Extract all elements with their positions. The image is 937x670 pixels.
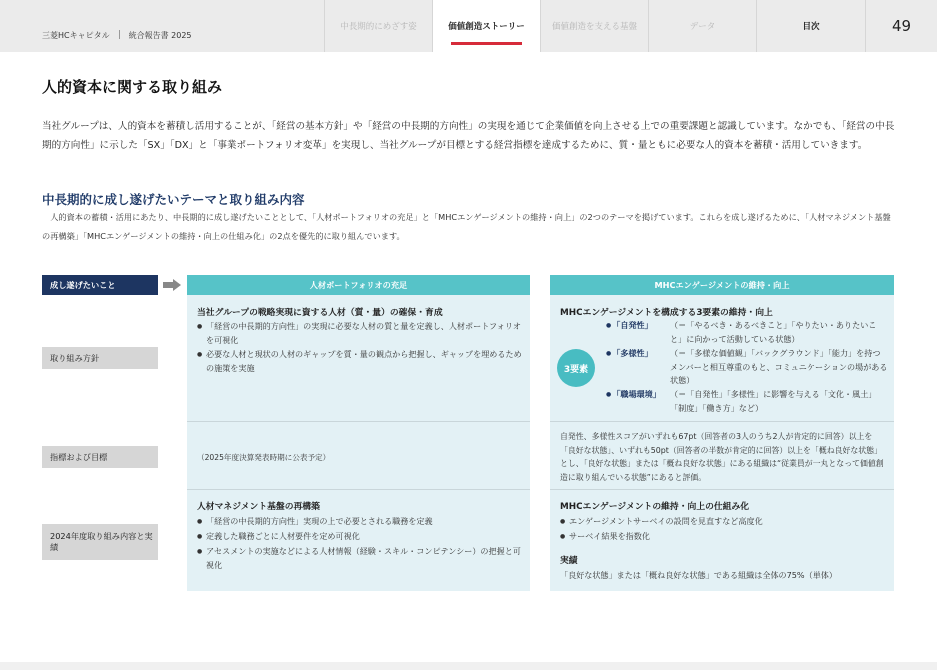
right-fy-bullet: ● サーベイ結果を指数化: [560, 530, 888, 544]
element-diversity: [606, 347, 888, 388]
left-indicator-note: （2025年度決算発表時期に公表予定）: [197, 453, 331, 462]
brand: [42, 30, 192, 41]
section-heading: 中長期的に成し遂げたいテーマと取り組み内容: [42, 192, 305, 207]
three-elements-badge: 3要素: [557, 349, 595, 387]
element-name: ● 「多様性」: [606, 347, 668, 361]
result-heading: 実績: [560, 556, 578, 566]
right-indicator-text: 自発性、多様性スコアがいずれも67pt（回答者の3人のうち2人が肯定的に回答）以上を「良好な状態」、いずれも50pt（回答者の半数が肯定的に回答）以上を「概ね良好な状態」とし、「良好な状態」または「概ね良好な状態」にある組織は“従業員が一丸となって価値創造に取り組んでいる状態”にあると評価。: [560, 432, 884, 482]
element-workplace: [606, 388, 888, 415]
top-header: [0, 0, 937, 52]
right-fy-bullet: ● エンゲージメントサーベイの設問を見直すなど高度化: [560, 515, 888, 529]
element-name: ● 「自発性」: [606, 319, 668, 333]
tab-value-creation-foundation[interactable]: 価値創造を支える基盤: [540, 0, 648, 52]
column-header-talent-portfolio: 人材ポートフォリオの充足: [187, 275, 530, 295]
row-label-goal: 成し遂げたいこと: [42, 275, 158, 295]
report-name: 統合報告書 2025: [128, 31, 192, 40]
arrow-right-icon: [163, 279, 181, 291]
left-policy-title: 当社グループの戦略実現に資する人材（質・量）の確保・育成: [197, 308, 443, 318]
row-label-policy: 取り組み方針: [42, 347, 158, 369]
result-text: 「良好な状態」または「概ね良好な状態」である組織は全体の75%（単体）: [560, 570, 837, 580]
page-title: 人的資本に関する取り組み: [42, 78, 223, 96]
element-text: （＝「やるべき・あるべきこと」「やりたい・ありたいこと」に向かって活動している状態）: [670, 320, 877, 344]
page-number: 49: [865, 0, 937, 52]
left-policy-bullet: ● 「経営の中長期的方向性」の実現に必要な人材の質と量を定義し、人材ポートフォリオを可視化: [197, 320, 522, 347]
column-header-engagement: MHCエンゲージメントの維持・向上: [550, 275, 894, 295]
footer-strip: [0, 662, 937, 670]
divider: [187, 489, 530, 490]
element-autonomy: [606, 319, 888, 346]
divider: [550, 421, 894, 422]
tab-value-creation-story[interactable]: 価値創造ストーリー: [432, 0, 540, 52]
left-fy-bullet: ● 定義した職務ごとに人材要件を定め可視化: [197, 530, 522, 544]
tab-data[interactable]: データ: [648, 0, 756, 52]
row-label-indicators: 指標および目標: [42, 446, 158, 468]
divider: [550, 489, 894, 490]
left-fy-bullet: ● 「経営の中長期的方向性」実現の上で必要とされる職務を定義: [197, 515, 522, 529]
lead-paragraph: 当社グループは、人的資本を蓄積し活用することが、「経営の基本方針」や「経営の中長期的方向性」の実現を通じて企業価値を向上させる上での重要課題と認識しています。なかでも、「経営の中長期的方向性」に示した「SX」「DX」と「事業ポートフォリオ変革」を実現し、当社グループが目標とする経営指標を達成するために、質・量ともに必要な人的資本を蓄積・活用していきます。: [42, 121, 895, 151]
element-text: （＝「自発性」「多様性」に影響を与える「文化・風土」「制度」「働き方」など）: [670, 389, 877, 413]
right-fy-title: MHCエンゲージメントの維持・向上の仕組み化: [560, 502, 750, 512]
element-name: ● 「職場環境」: [606, 388, 668, 402]
brand-divider: [119, 30, 120, 39]
tab-medium-term-vision[interactable]: 中長期的にめざす姿: [324, 0, 432, 52]
divider: [187, 421, 530, 422]
row-label-fy2024: 2024年度取り組み内容と実績: [42, 524, 158, 560]
company-name: 三菱HCキャピタル: [42, 31, 110, 40]
left-fy-bullet: ● アセスメントの実施などによる人材情報（経験・スキル・コンピテンシー）の把握と可視化: [197, 545, 522, 572]
element-text: （＝「多様な価値観」「バックグラウンド」「能力」を持つメンバーと相互尊重のもと、コミュニケーションの場がある状態）: [670, 348, 888, 385]
right-policy-title: MHCエンゲージメントを構成する3要素の維持・向上: [560, 308, 773, 318]
left-fy-title: 人材マネジメント基盤の再構築: [197, 502, 320, 512]
tab-table-of-contents[interactable]: 目次: [756, 0, 865, 52]
left-policy-bullet: ● 必要な人材と現状の人材のギャップを質・量の観点から把握し、ギャップを埋めるための施策を実施: [197, 348, 522, 375]
section-text: 人的資本の蓄積・活用にあたり、中長期的に成し遂げたいこととして、「人材ポートフォリオの充足」と「MHCエンゲージメントの維持・向上」の2つのテーマを掲げています。これらを成し遂げるために、「人材マネジメント基盤の再構築」「MHCエンゲージメントの維持・向上の仕組み化」の2点を優先的に取り組んでいます。: [42, 212, 891, 241]
